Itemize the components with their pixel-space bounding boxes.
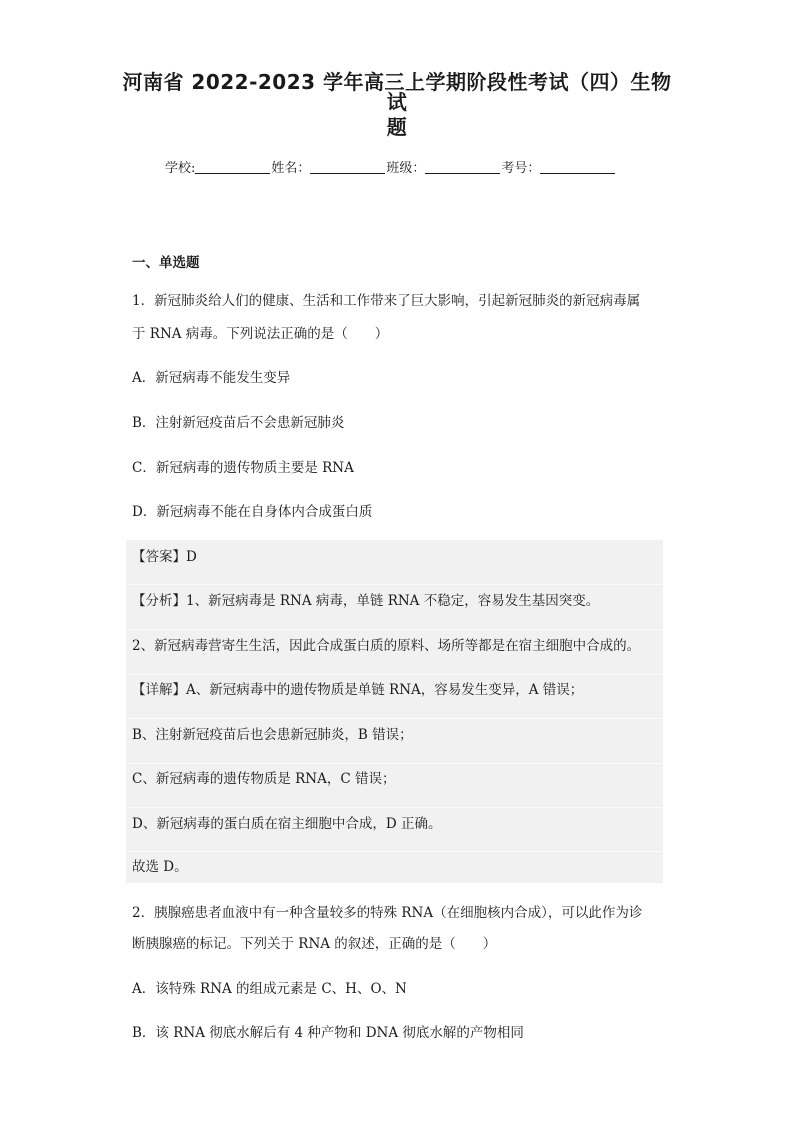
school-label: 学校: [165, 161, 196, 176]
student-info-row [165, 160, 616, 178]
question-1-option-c: C．新冠病毒的遗传物质主要是 RNA [132, 460, 354, 476]
exam-title-line-1: 河南省 2022-2023 学年高三上学期阶段性考试（四）生物试 [122, 70, 672, 114]
question-2-option-a: A．该特殊 RNA 的组成元素是 C、H、O、N [132, 981, 407, 997]
question-2-stem-line-1: 2．胰腺癌患者血液中有一种含量较多的特殊 RNA（在细胞核内合成），可以此作为诊 [132, 905, 643, 921]
question-1-stem-line-1: 1．新冠肺炎给人们的健康、生活和工作带来了巨大影响，引起新冠肺炎的新冠病毒属 [132, 293, 641, 309]
name-label: 姓名： [271, 161, 311, 176]
question-1-option-a: A．新冠病毒不能发生变异 [132, 370, 291, 386]
answer-divider [126, 674, 663, 675]
question-2-option-b: B．该 RNA 彻底水解后有 4 种产物和 DNA 彻底水解的产物相同 [132, 1025, 524, 1041]
detail-line-c: C、新冠病毒的遗传物质是 RNA，C 错误； [132, 771, 396, 787]
class-label: 班级： [386, 161, 426, 176]
section-heading: 一、单选题 [132, 255, 200, 271]
school-blank[interactable] [195, 160, 270, 174]
answer-divider [126, 763, 663, 764]
answer-divider [126, 629, 663, 630]
detail-line-a: 【详解】A、新冠病毒中的遗传物质是单链 RNA，容易发生变异，A 错误； [132, 682, 584, 698]
answer-divider [126, 807, 663, 808]
answer-divider [126, 584, 663, 585]
exam-title-line-2: 题 [386, 115, 408, 139]
number-blank[interactable] [540, 160, 615, 174]
answer-divider [126, 851, 663, 852]
question-1-option-b: B．注射新冠疫苗后不会患新冠肺炎 [132, 415, 345, 431]
question-1-option-d: D．新冠病毒不能在自身体内合成蛋白质 [132, 504, 373, 520]
analysis-line-1: 【分析】1、新冠病毒是 RNA 病毒，单链 RNA 不稳定，容易发生基因突变。 [132, 593, 600, 609]
answer-divider [126, 718, 663, 719]
detail-line-d: D、新冠病毒的蛋白质在宿主细胞中合成，D 正确。 [132, 816, 442, 832]
question-2-stem-line-2: 断胰腺癌的标记。下列关于 RNA 的叙述，正确的是（ ） [132, 936, 497, 952]
detail-line-b: B、注射新冠疫苗后也会患新冠肺炎，B 错误； [132, 727, 413, 743]
name-blank[interactable] [310, 160, 385, 174]
answer-line: 【答案】D [132, 549, 197, 565]
analysis-line-2: 2、新冠病毒营寄生生活，因此合成蛋白质的原料、场所等都是在宿主细胞中合成的。 [132, 638, 641, 654]
question-1-stem-line-2: 于 RNA 病毒。下列说法正确的是（ ） [132, 326, 389, 342]
final-choice-line: 故选 D。 [132, 859, 188, 875]
number-label: 考号： [501, 161, 541, 176]
class-blank[interactable] [425, 160, 500, 174]
